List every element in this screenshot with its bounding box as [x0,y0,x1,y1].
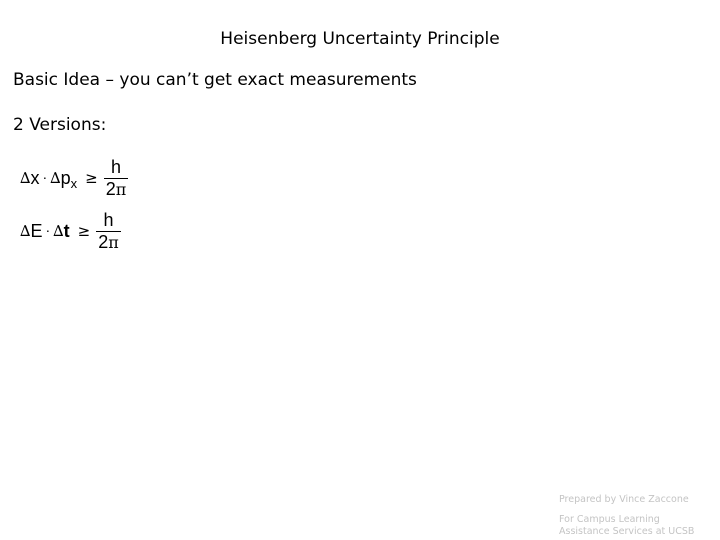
denominator-two: 2 [105,178,116,199]
fraction-h-over-2pi [96,210,121,253]
basic-idea-text: Basic Idea – you can’t get exact measurements [13,70,417,90]
subscript-x: x [70,175,78,191]
fraction-h-over-2pi [104,157,129,200]
multiply-dot: · [45,222,51,238]
denominator [96,232,121,253]
equation-energy-time [20,206,121,256]
footer-campus: For Campus Learning [559,514,660,525]
denominator [104,179,129,200]
numerator-h: h [110,156,121,177]
pi-symbol: π [115,179,127,199]
variable-e: E [30,220,43,241]
delta-symbol: ∆ [20,169,31,187]
delta-symbol: ∆ [50,169,61,187]
denominator-two: 2 [98,231,109,252]
greater-equal-sign: ≥ [85,169,98,187]
versions-label: 2 Versions: [13,115,107,135]
equation-position-momentum [20,153,128,203]
delta-symbol: ∆ [53,222,64,240]
pi-symbol: π [108,232,119,252]
footer-credit: Prepared by Vince Zaccone [559,494,689,505]
variable-t: t [63,220,70,241]
slide-title: Heisenberg Uncertainty Principle [220,29,500,49]
numerator-h: h [103,209,114,230]
variable-p: p [60,167,71,188]
footer-services: Assistance Services at UCSB [559,526,695,537]
greater-equal-sign: ≥ [77,222,91,240]
variable-x: x [30,167,40,188]
multiply-dot: · [42,169,48,185]
delta-symbol: ∆ [20,222,31,240]
